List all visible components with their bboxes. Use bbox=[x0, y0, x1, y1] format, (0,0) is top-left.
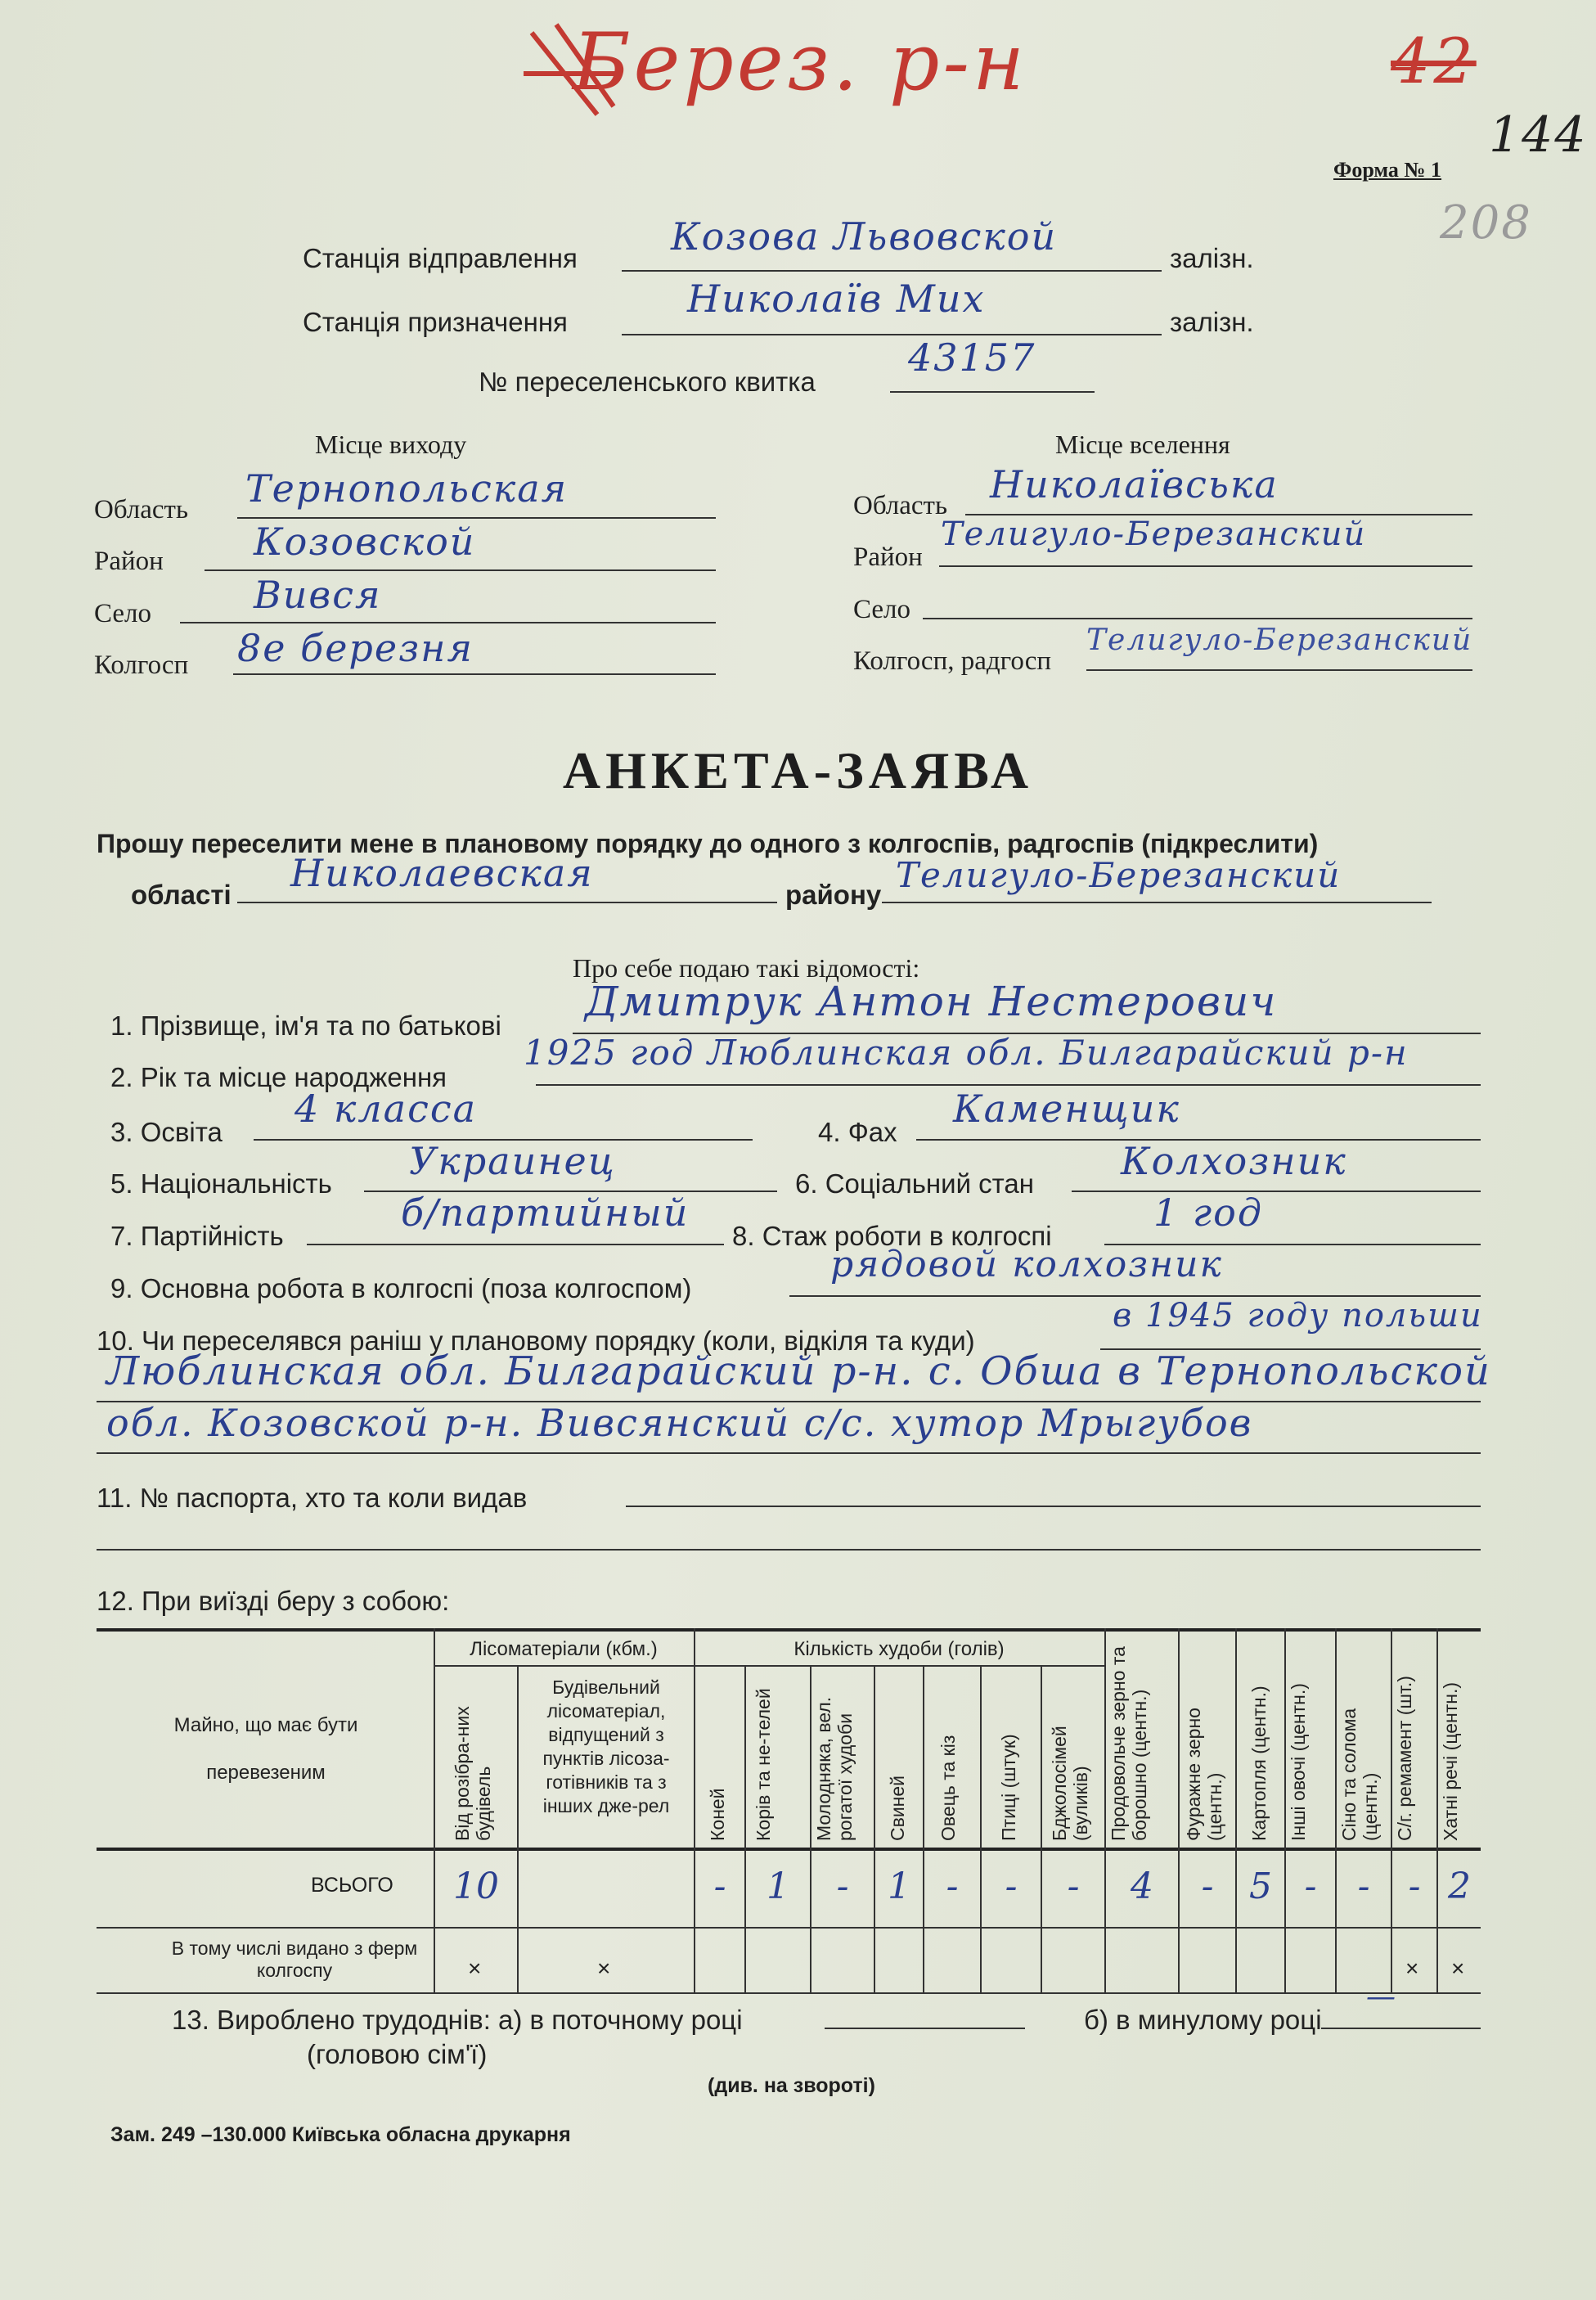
th-fodder: Фуражне зерно (центн.) bbox=[1183, 1708, 1225, 1841]
row-total-label: ВСЬОГО bbox=[311, 1874, 393, 1897]
origin-district-value: Козовской bbox=[254, 520, 476, 564]
total-cell: 1 bbox=[767, 1866, 789, 1907]
field-4-label: 4. Фах bbox=[818, 1117, 897, 1147]
see-reverse: (див. на звороті) bbox=[708, 2074, 875, 2097]
th-cows: Корів та не-телей bbox=[753, 1688, 774, 1841]
total-cell: 5 bbox=[1249, 1866, 1272, 1907]
origin-village-value: Вився bbox=[254, 573, 382, 617]
destination-suffix: залізн. bbox=[1170, 307, 1254, 337]
total-cell: - bbox=[1408, 1866, 1421, 1907]
field-9-label: 9. Основна робота в колгоспі (поза колгоспом) bbox=[110, 1273, 692, 1303]
th-grain: Продовольче зерно та борошно (центн.) bbox=[1108, 1646, 1150, 1841]
th-veg: Інші овочі (центн.) bbox=[1288, 1683, 1309, 1841]
th-lumber-building: Будівельний лісоматеріал, відпущений з пунктів лісоза-готівників та з інших дже-рел bbox=[542, 1677, 670, 1816]
destination-region-value: Николаївська bbox=[990, 462, 1279, 506]
field-8-value: 1 год bbox=[1153, 1191, 1263, 1235]
field-10-value-2: Люблинская обл. Билгарайский р-н. с. Обша в Тернопольской bbox=[106, 1348, 1491, 1394]
ticket-label: № переселенського квитка bbox=[479, 367, 816, 397]
archive-number: 144 bbox=[1489, 106, 1588, 164]
departure-suffix: залізн. bbox=[1170, 243, 1254, 273]
field-12-label: 12. При виїзді беру з собою: bbox=[97, 1586, 450, 1616]
field-2-label: 2. Рік та місце народження bbox=[110, 1062, 447, 1092]
th-hay: Сіно та солома (центн.) bbox=[1338, 1708, 1381, 1841]
destination-kolhosp-value: Телигуло-Березанский bbox=[1086, 623, 1473, 657]
destination-kolhosp-label: Колгосп, радгосп bbox=[853, 646, 1052, 676]
workdays-sub-label: (головою сім'ї) bbox=[307, 2039, 488, 2069]
row-farm-label: В тому числі видано з ферм колгоспу bbox=[171, 1938, 418, 1981]
origin-district-label: Район bbox=[94, 547, 164, 576]
total-cell: - bbox=[1067, 1866, 1080, 1907]
field-7-value: б/партийный bbox=[401, 1191, 690, 1235]
red-annotation: Берез. р-н bbox=[573, 16, 1028, 108]
field-3-label: 3. Освіта bbox=[110, 1117, 223, 1147]
request-raion-value: Телигуло-Березанский bbox=[896, 855, 1342, 895]
th-cattle-group: Кількість худоби (голів) bbox=[794, 1638, 1005, 1660]
th-potato: Картопля (центн.) bbox=[1248, 1686, 1270, 1841]
destination-district-label: Район bbox=[853, 542, 923, 572]
total-cell: - bbox=[1357, 1866, 1370, 1907]
th-young: Молодняка, вел. рогатої худоби bbox=[813, 1696, 856, 1841]
destination-station-label: Станція призначення bbox=[303, 307, 568, 337]
field-2-value: 1925 год Люблинская обл. Билгарайский р-н bbox=[524, 1033, 1409, 1073]
total-cell: 1 bbox=[888, 1866, 910, 1907]
field-11-label: 11. № паспорта, хто та коли видав bbox=[97, 1483, 528, 1513]
red-strikethrough bbox=[524, 16, 622, 123]
total-cell: - bbox=[836, 1866, 849, 1907]
request-oblast-label: області bbox=[131, 880, 232, 910]
form-label: Форма № 1 bbox=[1333, 158, 1442, 182]
archive-number-crossed: 42 bbox=[1391, 25, 1477, 97]
field-6-label: 6. Соціальний стан bbox=[795, 1168, 1034, 1199]
farm-mark: × bbox=[1405, 1956, 1419, 1981]
total-cell: - bbox=[1304, 1866, 1317, 1907]
field-1-value: Дмитрук Антон Нестерович bbox=[585, 978, 1278, 1025]
field-1-label: 1. Прізвище, ім'я та по батькові bbox=[110, 1010, 501, 1041]
farm-mark: × bbox=[1451, 1956, 1465, 1981]
origin-heading: Місце виходу bbox=[315, 430, 467, 459]
origin-region-label: Область bbox=[94, 495, 189, 524]
field-7-label: 7. Партійність bbox=[110, 1221, 284, 1251]
th-lumber-group: Лісоматеріали (кбм.) bbox=[470, 1638, 658, 1660]
origin-kolhosp-label: Колгосп bbox=[94, 650, 189, 680]
th-horses: Коней bbox=[707, 1788, 728, 1841]
origin-village-label: Село bbox=[94, 599, 152, 628]
th-bees: Бджолосімей (вуликів) bbox=[1049, 1726, 1091, 1841]
farm-mark: × bbox=[597, 1956, 611, 1981]
field-9-value: рядовой колхозник bbox=[830, 1244, 1223, 1285]
field-10-value-1: в 1945 году польши bbox=[1113, 1297, 1483, 1335]
total-cell: 2 bbox=[1448, 1866, 1471, 1907]
field-10-value-3: обл. Козовской р-н. Вивсянский с/с. хутор Мрыгубов bbox=[106, 1401, 1253, 1445]
workdays-prev-value: — bbox=[1366, 1980, 1397, 2014]
origin-kolhosp-value: 8е березня bbox=[237, 626, 474, 670]
field-3-value: 4 класса bbox=[294, 1087, 478, 1131]
printer-note: Зам. 249 –130.000 Київська обласна друкарня bbox=[110, 2123, 571, 2146]
departure-station-value: Козова Львовской bbox=[671, 214, 1058, 259]
origin-region-value: Тернопольская bbox=[245, 466, 569, 511]
total-cell: - bbox=[946, 1866, 959, 1907]
field-6-value: Колхозник bbox=[1121, 1139, 1347, 1183]
th-pigs: Свиней bbox=[887, 1775, 908, 1841]
request-raion-label: району bbox=[785, 880, 882, 910]
ticket-value: 43157 bbox=[908, 335, 1036, 380]
farm-mark: × bbox=[468, 1956, 482, 1981]
total-cell: - bbox=[1201, 1866, 1214, 1907]
destination-district-value: Телигуло-Березанский bbox=[941, 515, 1367, 553]
request-text: Прошу переселити мене в плановому порядку до одного з колгоспів, радгоспів (підкреслити) bbox=[97, 829, 1319, 858]
th-property: Майно, що має бути перевезеним bbox=[173, 1714, 358, 1784]
workdays-prev-label: б) в минулому році bbox=[1084, 2005, 1322, 2035]
total-cell: 10 bbox=[453, 1866, 499, 1907]
departure-station-label: Станція відправлення bbox=[303, 243, 578, 273]
destination-village-label: Село bbox=[853, 595, 911, 624]
destination-heading: Місце вселення bbox=[1055, 430, 1230, 459]
destination-station-value: Николаїв Мих bbox=[687, 277, 986, 321]
total-cell: - bbox=[1005, 1866, 1018, 1907]
destination-region-label: Область bbox=[853, 491, 948, 520]
form-title: АНКЕТА-ЗАЯВА bbox=[562, 741, 1034, 799]
archive-number-pencil: 208 bbox=[1440, 196, 1532, 250]
field-5-value: Украинец bbox=[409, 1139, 616, 1183]
th-lumber-dismantled: Від розібра-них будівель bbox=[452, 1706, 494, 1841]
total-cell: 4 bbox=[1131, 1866, 1153, 1907]
field-10-label: 10. Чи переселявся раніш у плановому порядку (коли, відкіля та куди) bbox=[97, 1326, 975, 1356]
total-cell: - bbox=[713, 1866, 726, 1907]
th-birds: Птиці (штук) bbox=[998, 1734, 1019, 1841]
th-sheep: Овець та кіз bbox=[937, 1735, 959, 1841]
info-heading: Про себе подаю такі відомості: bbox=[573, 953, 920, 983]
workdays-label: 13. Вироблено трудоднів: а) в поточному році bbox=[172, 2005, 743, 2035]
field-8-label: 8. Стаж роботи в колгоспі bbox=[732, 1221, 1052, 1251]
th-household: Хатні речі (центн.) bbox=[1440, 1681, 1461, 1841]
request-oblast-value: Николаевская bbox=[290, 851, 594, 895]
field-5-label: 5. Національність bbox=[110, 1168, 332, 1199]
field-4-value: Каменщик bbox=[953, 1087, 1180, 1131]
th-tools: С/г. ремамент (шт.) bbox=[1394, 1676, 1415, 1841]
